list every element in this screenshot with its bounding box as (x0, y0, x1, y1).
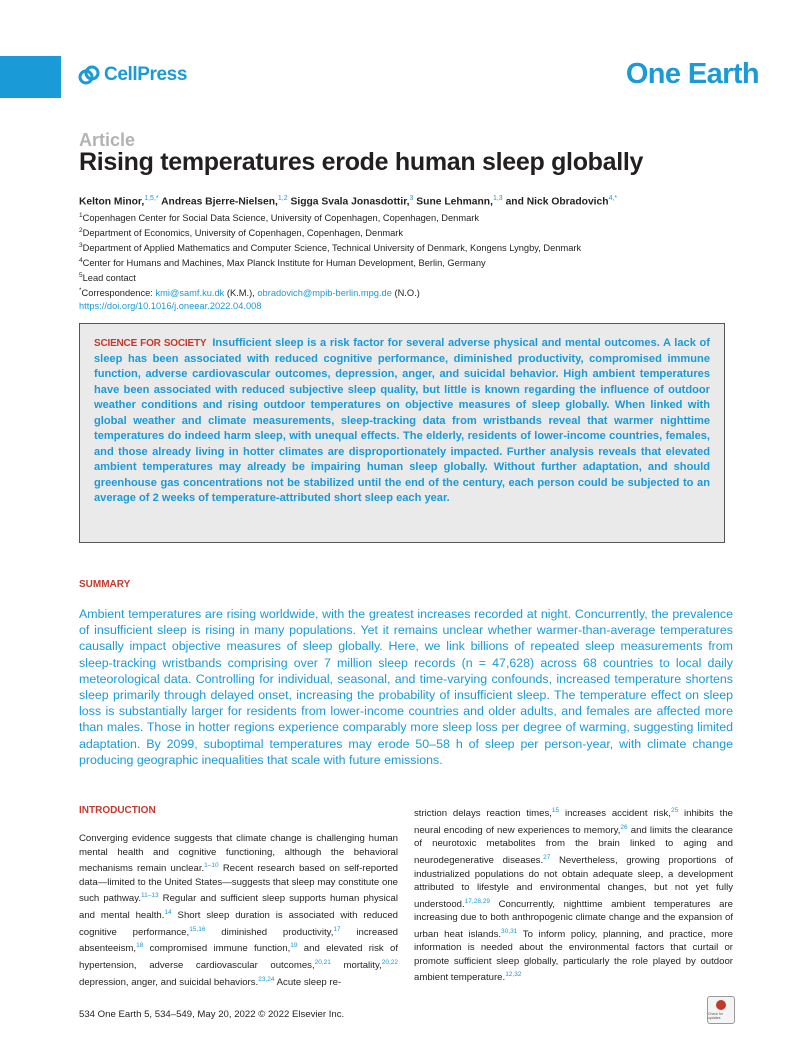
summary-heading: SUMMARY (79, 579, 131, 590)
summary-text: Ambient temperatures are rising worldwide, with the greatest increases recorded at night. Concurrently, the prevalence of insufficient sleep is rising in many populations. Yet it remains unclear whether warmer-than-average temperatures causally impact objective measures of sleep globally. Here, we link billions of repeated sleep measurements from sleep-tracking wristbands comprising over 7 million sleep records (n = 47,628) across 68 countries to local daily meteorological data. Controlling for individual, seasonal, and time-varying confounds, increased temperature shortens sleep primarily through delayed onset, increasing the probability of insufficient sleep. The temperature effect on sleep loss is substantially larger for residents from lower-income countries and older adults, and females are affected more than males. Those in hotter regions experience comparably more sleep loss per degree of warming, suggesting limited adaptation. By 2099, suboptimal temperatures may erode 50–58 h of sleep per person-year, with climate change producing geographic inequalities that scale with future emissions. (79, 607, 733, 767)
author-affiliation-sup: 4,* (608, 195, 618, 202)
affiliation-sup: 2 (79, 227, 83, 234)
article-type: Article (79, 130, 136, 150)
body-text-run: Regular and sufficient sleep supports human physical and mental health. (79, 893, 398, 922)
citation-link[interactable]: 20,22 (381, 958, 398, 966)
affiliation-sup: 4 (79, 257, 83, 264)
author-name[interactable]: Sune Lehmann, (416, 196, 493, 208)
body-text-run: increased absenteeism, (79, 926, 399, 955)
citation-link[interactable]: 15 (551, 807, 560, 814)
author-name[interactable]: Andreas Bjerre-Nielsen, (161, 196, 278, 208)
science-for-society-text: Insufficient sleep is a risk factor for several adverse physical and mental outcomes. A lack of sleep has been associated with reduced cognitive performance, diminished productivity, compromised immune function, adverse cardiovascular outcomes, depression, anger, and suicidal behavior. High ambient temperatures have been associated with reduced subjective sleep quality, but little is known regarding the influence of outdoor weather conditions and rising outdoor temperatures on objective measures of sleep globally. When linked with global weather and climate measurements, sleep-tracking data from wristbands reveal that warmer nighttime temperatures do indeed harm sleep, with unequal effects. The elderly, residents of lower-income countries, females, and those already living in hotter climates are disproportionately impacted. Further analysis reveals that elevated ambient temperatures may already be impairing human sleep globally. Without further adaptation, and should greenhouse gas concentrations not be stabilized until the end of the century, each person could be subjected to an average of 2 weeks of temperature-attributed short sleep each year. (94, 337, 710, 504)
affiliation-sup: 5 (79, 272, 83, 279)
doi-link[interactable]: https://doi.org/10.1016/j.oneear.2022.04.008 (79, 301, 262, 311)
citation-link[interactable]: 26 (620, 823, 628, 831)
correspondence-initials: (N.O.) (394, 288, 420, 299)
body-text-run: increases accident risk, (559, 808, 671, 820)
science-for-society-box (79, 323, 725, 543)
citation-link[interactable]: 19 (290, 942, 298, 950)
page-footer: 534 One Earth 5, 534–549, May 20, 2022 © 2022 Elsevier Inc. (79, 1009, 345, 1020)
body-text-run: Concurrently, nighttime ambient temperatures are increasing due to both anthropogenic climate change and the expansion of urban heat islands. (414, 898, 733, 940)
affiliation-line (79, 210, 581, 225)
cellpress-logo-icon (78, 64, 100, 86)
introduction-column-right (414, 804, 733, 985)
article-title: Rising temperatures erode human sleep globally (79, 148, 644, 176)
body-text-run: To inform policy, planning, and practice, more information is needed about the environmental factors that curtail or promote sufficient sleep globally, particularly the role played by outdoor ambient temperature. (414, 928, 733, 984)
affiliation-line (79, 255, 581, 270)
citation-link[interactable]: 30,31 (501, 927, 518, 935)
affiliation-sup: 1 (79, 212, 83, 219)
author-name[interactable]: Kelton Minor, (79, 196, 145, 208)
science-for-society-paragraph (94, 336, 710, 507)
body-text-run: and limits the clearance of neurotoxic metabolites from the brain linked to aging and neurodegenerative diseases. (414, 824, 733, 867)
journal-color-tab (0, 56, 61, 98)
correspondence-line (79, 285, 581, 300)
body-text-run: Short sleep duration is associated with reduced cognitive performance, (79, 910, 398, 938)
affiliation-sup: 3 (79, 242, 83, 249)
citation-link[interactable]: 25 (670, 807, 679, 814)
citation-link[interactable]: 12,32 (505, 971, 522, 979)
cellpress-logo[interactable] (78, 64, 187, 86)
publisher-name: CellPress (104, 64, 188, 85)
body-text-run: striction delays reaction times, (414, 808, 552, 820)
body-text-run: diminished productivity, (205, 926, 334, 938)
citation-link[interactable]: 14 (164, 908, 172, 916)
citation-link[interactable]: 11–13 (141, 892, 159, 900)
affiliation-line (79, 270, 581, 285)
citation-link[interactable]: 17 (333, 925, 341, 933)
journal-name[interactable]: One Earth (625, 58, 759, 90)
author-affiliation-sup: 3 (409, 195, 414, 202)
science-for-society-label: SCIENCE FOR SOCIETY (94, 338, 207, 349)
affiliation-line (79, 240, 581, 255)
author-list (79, 195, 617, 207)
author-affiliation-sup: 1,3 (492, 195, 503, 202)
citation-link[interactable]: 17,28,29 (464, 897, 490, 905)
citation-link[interactable]: 18 (136, 942, 144, 950)
body-text-run: Converging evidence suggests that climate change is challenging human mental health and cognitive functioning, although the behavioral mechanisms remain unclear. (79, 833, 398, 875)
body-text-run: Nevertheless, growing proportions of industrialized populations do not obtain adequate sleep, a development attributed to lifestyle and environmental changes, but not yet fully understood. (414, 855, 733, 910)
citation-link[interactable]: 1–10 (204, 862, 219, 869)
affiliation-text: Department of Economics, University of Copenhagen, Copenhagen, Denmark (82, 228, 404, 239)
correspondence-initials: (K.M.), (226, 288, 255, 299)
body-text-run: depression, anger, and suicidal behaviors. (79, 976, 259, 988)
author-name[interactable]: Sigga Svala Jonasdottir, (290, 196, 410, 208)
body-text-run: Recent research based on self-reported data—limited to the United States—suggests that sleep may constitute one such pathway. (79, 863, 399, 905)
body-text-run: mortality, (330, 960, 382, 972)
introduction-column-left (79, 832, 398, 989)
author-name[interactable]: and Nick Obradovich (505, 196, 609, 208)
affiliation-text: Department of Applied Mathematics and Computer Science, Technical University of Denmark, Kongens Lyngby, Denmark (82, 243, 582, 254)
citation-link[interactable]: 20,21 (314, 958, 331, 966)
citation-link[interactable]: 23,24 (258, 975, 275, 983)
affiliation-line (79, 225, 581, 240)
affiliations (79, 210, 581, 313)
check-for-updates-icon (716, 1000, 726, 1010)
check-for-updates-label: Check for updates (708, 1012, 723, 1020)
citation-link[interactable]: 15,16 (189, 925, 206, 933)
author-affiliation-sup: 1,2 (277, 195, 288, 202)
body-text-run: and elevated risk of hypertension, adverse cardiovascular outcomes, (79, 943, 398, 972)
body-text-run: Acute sleep re- (274, 976, 342, 988)
affiliation-text: Copenhagen Center for Social Data Science, University of Copenhagen, Copenhagen, Denmark (82, 213, 480, 224)
affiliation-text: Lead contact (82, 273, 136, 284)
body-text-run: inhibits the neural encoding of new experiences to memory, (414, 808, 733, 836)
body-text-run: compromised immune function, (143, 943, 291, 955)
email-link-obradovich[interactable]: obradovich@mpib-berlin.mpg.de (257, 288, 392, 299)
author-affiliation-sup: 1,5,* (144, 195, 159, 202)
correspondence-label: Correspondence: (81, 288, 153, 299)
correspondence-star: * (79, 287, 82, 294)
email-link-minor[interactable]: kmi@samf.ku.dk (155, 288, 225, 299)
affiliation-text: Center for Humans and Machines, Max Planck Institute for Human Development, Berlin, Germany (82, 258, 486, 269)
introduction-heading: INTRODUCTION (79, 805, 156, 816)
check-for-updates-badge[interactable] (707, 996, 735, 1024)
citation-link[interactable]: 27 (543, 853, 551, 861)
